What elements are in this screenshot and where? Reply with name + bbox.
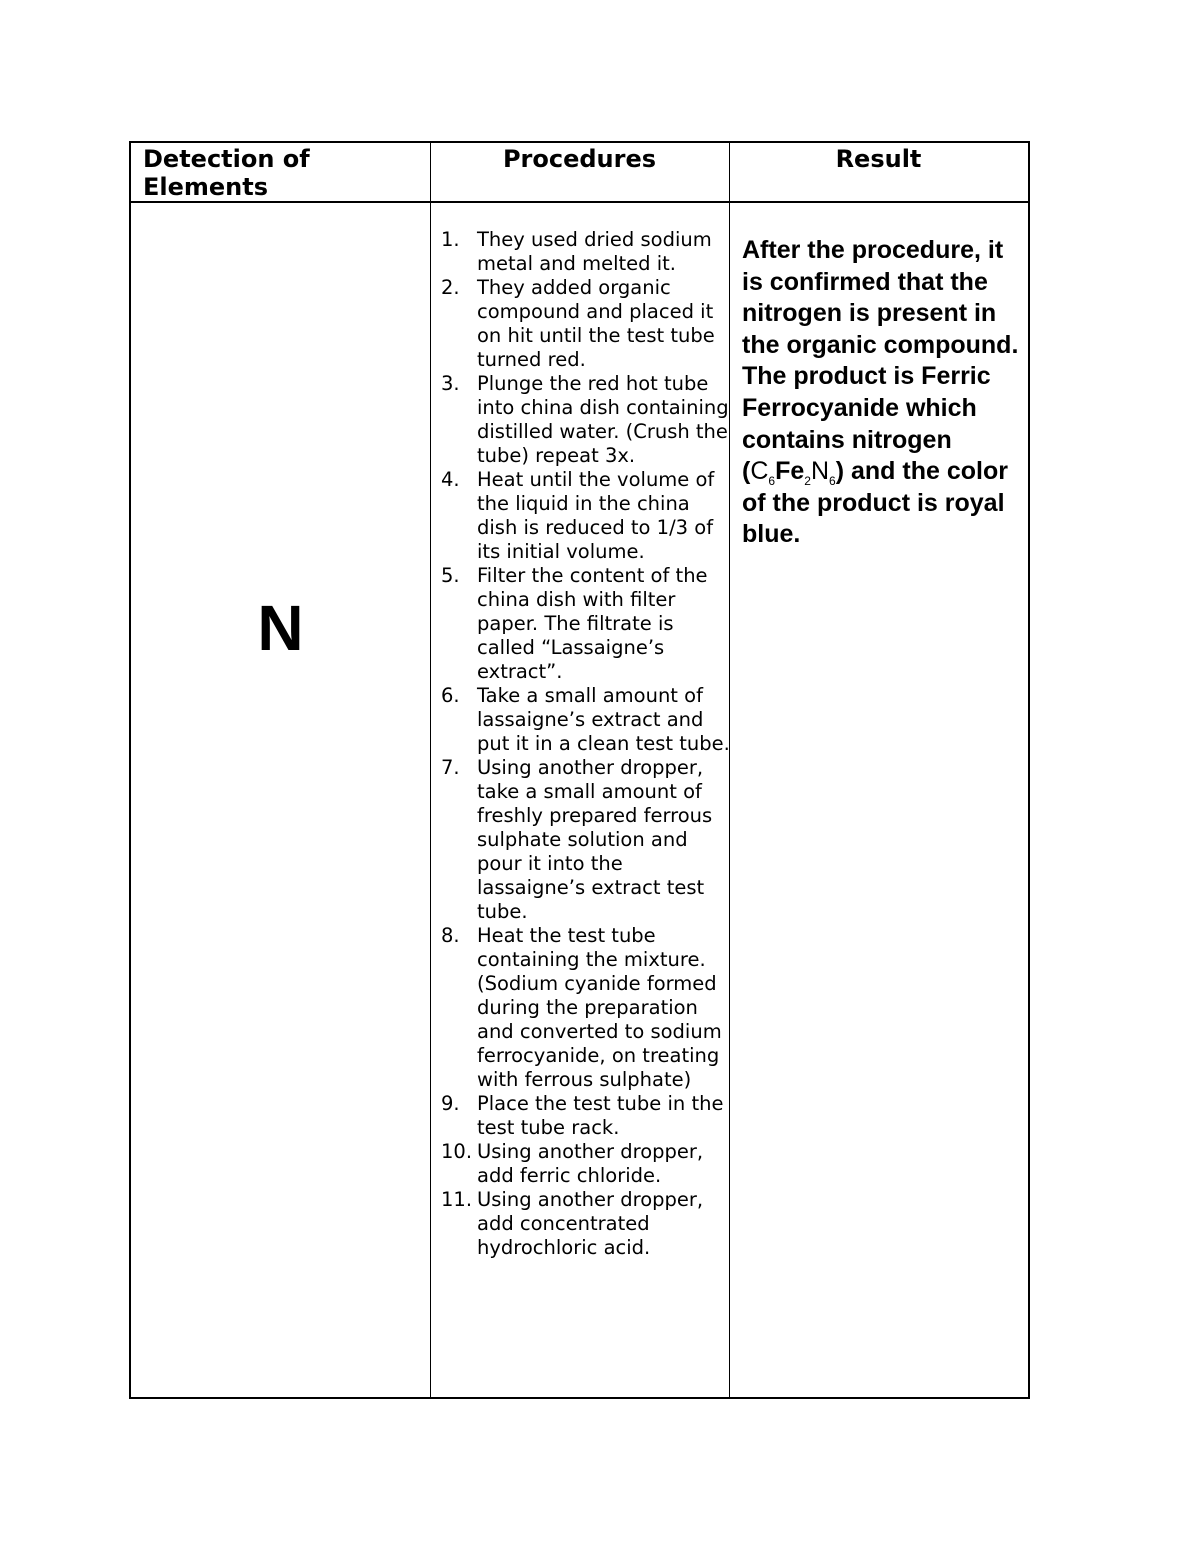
header-detection-of-elements: Detection of Elements: [143, 145, 310, 201]
procedure-number: 2.: [441, 276, 460, 299]
header-procedures: Procedures: [502, 145, 657, 173]
procedure-text: Take a small amount of lassaigne’s extract and put it in a clean test tube.: [477, 684, 730, 755]
procedure-number: 5.: [441, 564, 460, 587]
detection-table: [129, 141, 1030, 1399]
result-text-after: and the color of the product is royal blue.: [742, 457, 1008, 549]
procedure-text: Using another dropper, take a small amount of freshly prepared ferrous sulphate solution and pour it into the lassaigne’s extract test tube.: [477, 756, 713, 923]
procedure-item: [441, 1140, 731, 1188]
formula-carbon-subscript: 6: [768, 474, 776, 489]
formula-open-paren: (: [742, 457, 751, 486]
procedure-item: [441, 1092, 731, 1140]
header-divider: [131, 201, 1028, 203]
procedure-number: 7.: [441, 756, 460, 779]
header-result: Result: [835, 145, 922, 173]
column-divider: [430, 143, 431, 1397]
result-text: [742, 235, 1022, 551]
procedure-text: Plunge the red hot tube into china dish containing distilled water. (Crush the tube) repeat 3x.: [477, 372, 729, 467]
formula-carbon: C: [750, 457, 769, 486]
procedure-item: [441, 276, 731, 372]
formula-nitrogen-subscript: 6: [829, 474, 836, 489]
formula-nitrogen: N: [810, 457, 830, 486]
procedure-item: [441, 924, 731, 1092]
procedure-list: [441, 228, 731, 1260]
procedure-number: 10.: [441, 1140, 473, 1163]
procedure-text: Place the test tube in the test tube rack.: [477, 1092, 724, 1139]
procedure-number: 8.: [441, 924, 460, 947]
procedure-text: Filter the content of the china dish with filter paper. The filtrate is called “Lassaigne’s extract”.: [477, 564, 708, 683]
procedure-text: Using another dropper, add concentrated hydrochloric acid.: [477, 1188, 704, 1259]
procedure-text: They added organic compound and placed it on hit until the test tube turned red.: [477, 276, 715, 371]
procedure-item: [441, 756, 731, 924]
procedure-item: [441, 564, 731, 684]
result-text-before: After the procedure, it is confirmed that the nitrogen is present in the organic compound. The product is Ferric Ferrocyanide which contains nitrogen: [742, 236, 1019, 454]
procedure-number: 1.: [441, 228, 460, 251]
formula-iron-subscript: 2: [804, 474, 811, 489]
procedure-item: [441, 228, 731, 276]
procedure-item: [441, 1188, 731, 1260]
procedure-text: They used dried sodium metal and melted it.: [477, 228, 712, 275]
procedure-item: [441, 468, 731, 564]
procedure-number: 6.: [441, 684, 460, 707]
element-symbol: N: [257, 592, 304, 664]
procedure-text: Heat until the volume of the liquid in the china dish is reduced to 1/3 of its initial volume.: [477, 468, 715, 563]
procedure-number: 11.: [441, 1188, 473, 1211]
formula-iron: Fe: [775, 457, 805, 486]
procedure-number: 3.: [441, 372, 460, 395]
procedure-text: Using another dropper, add ferric chloride.: [477, 1140, 704, 1187]
procedure-text: Heat the test tube containing the mixture. (Sodium cyanide formed during the preparation and converted to sodium ferrocyanide, on treating with ferrous sulphate): [477, 924, 722, 1091]
procedure-item: [441, 372, 731, 468]
procedure-number: 9.: [441, 1092, 460, 1115]
procedure-number: 4.: [441, 468, 460, 491]
procedure-item: [441, 684, 731, 756]
formula-close-paren: ): [835, 457, 845, 486]
